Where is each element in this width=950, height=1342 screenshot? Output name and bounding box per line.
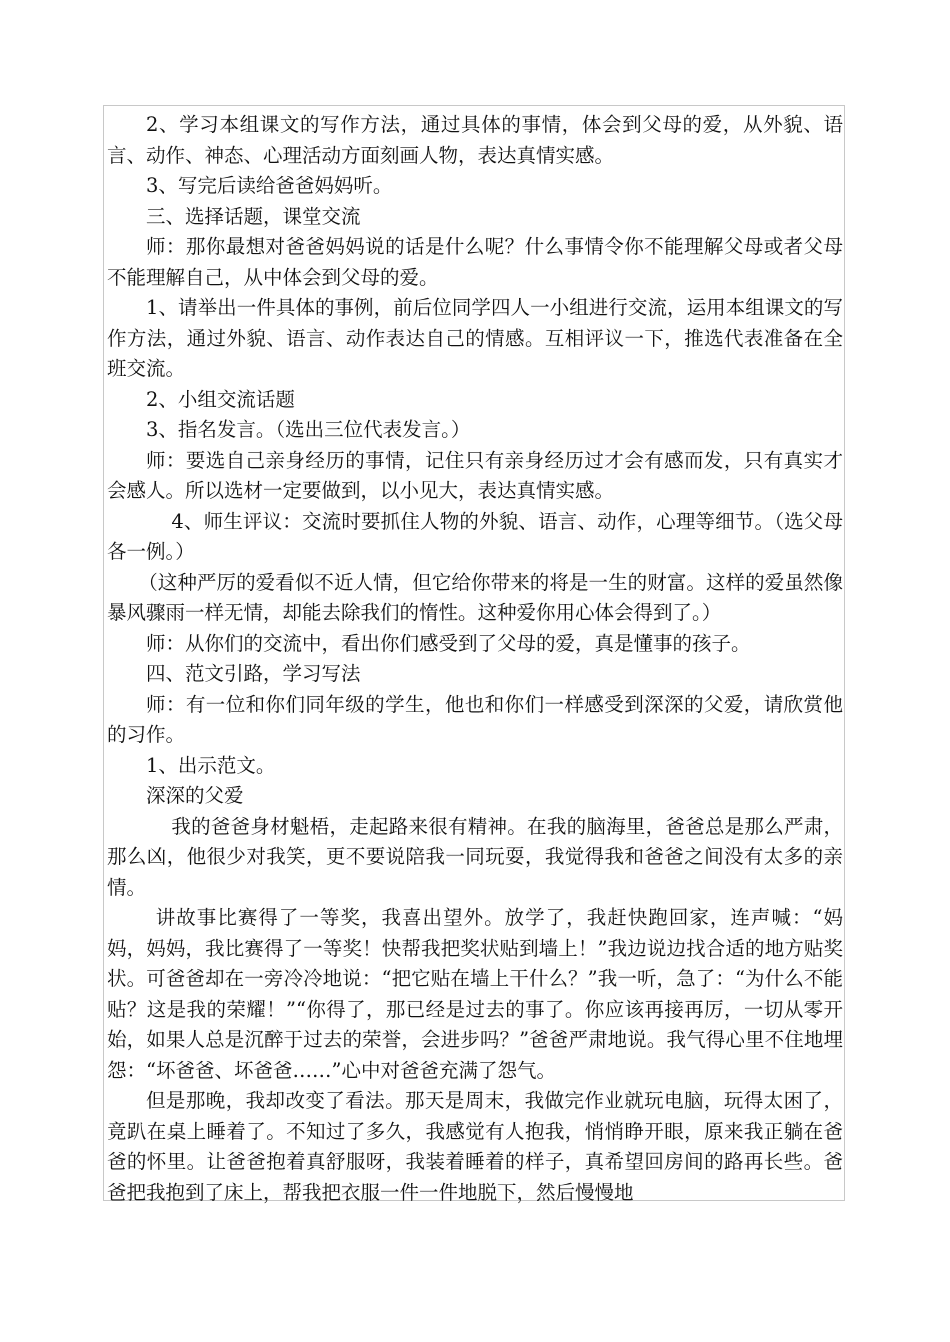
paragraph: 2、学习本组课文的写作方法，通过具体的事情，体会到父母的爱，从外貌、语言、动作、神态、心理活动方面刻画人物，表达真情实感。 [107, 113, 843, 167]
paragraph: 3、指名发言。（选出三位代表发言。） [146, 418, 471, 441]
essay-title: 深深的父爱 [146, 784, 244, 807]
paragraph: 师：从你们的交流中，看出你们感受到了父母的爱，真是懂事的孩子。 [146, 631, 751, 655]
paragraph: 讲故事比赛得了一等奖，我喜出望外。放学了，我赶快跑回家，连声喊：“妈妈，妈妈，我比赛得了一等奖！快帮我把奖状贴到墙上！”我边说边找合适的地方贴奖状。可爸爸却在一旁冷冷地说：“把它贴在墙上干什么？”我一听，急了：“为什么不能贴？这是我的荣耀！”“你得了，那已经是过去的事了。你应该再接再厉，一切从零开始，如果人总是沉醉于过去的荣誉，会进步吗？”爸爸严肃地说。我气得心里不住地埋怨：“坏爸爸、坏爸爸……”心中对爸爸充满了怨气。 [107, 906, 843, 1082]
paragraph: 1、请举出一件具体的事例，前后位同学四人一小组进行交流，运用本组课文的写作方法，通过外貌、语言、动作表达自己的情感。互相评议一下，推选代表准备在全班交流。 [107, 296, 843, 380]
paragraph: 4、师生评议：交流时要抓住人物的外貌、语言、动作，心理等细节。（选父母各一例。） [107, 509, 843, 563]
section-heading: 四、范文引路，学习写法 [146, 662, 361, 685]
paragraph: 师：有一位和你们同年级的学生，他也和你们一样感受到深深的父爱，请欣赏他的习作。 [107, 692, 843, 746]
paragraph: 但是那晚，我却改变了看法。那天是周末，我做完作业就玩电脑，玩得太困了，竟趴在桌上睡着了。不知过了多久，我感觉有人抱我，悄悄睁开眼，原来我正躺在爸爸的怀里。让爸爸抱着真舒服呀，我装着睡着的样子，真希望回房间的路再长些。爸爸把我抱到了床上，帮我把衣服一件一件地脱下，然后慢慢地 [107, 1089, 843, 1204]
paragraph: 2、小组交流话题 [146, 387, 295, 411]
paragraph: 师：要选自己亲身经历的事情，记住只有亲身经历过才会有感而发，只有真实才会感人。所以选材一定要做到，以小见大，表达真情实感。 [107, 448, 843, 502]
paragraph: 3、写完后读给爸爸妈妈听。 [146, 174, 393, 197]
document-body [107, 110, 843, 1208]
paragraph: （这种严厉的爱看似不近人情，但它给你带来的将是一生的财富。这样的爱虽然像暴风骤雨一样无情，却能去除我们的惰性。这种爱你用心体会得到了。） [107, 570, 843, 624]
paragraph: 我的爸爸身材魁梧，走起路来很有精神。在我的脑海里，爸爸总是那么严肃，那么凶，他很少对我笑，更不要说陪我一同玩耍，我觉得我和爸爸之间没有太多的亲情。 [107, 814, 843, 899]
paragraph: 1、出示范文。 [146, 753, 276, 777]
section-heading: 三、选择话题，课堂交流 [146, 204, 361, 228]
paragraph: 师：那你最想对爸爸妈妈说的话是什么呢？什么事情令你不能理解父母或者父母不能理解自己，从中体会到父母的爱。 [107, 235, 843, 289]
